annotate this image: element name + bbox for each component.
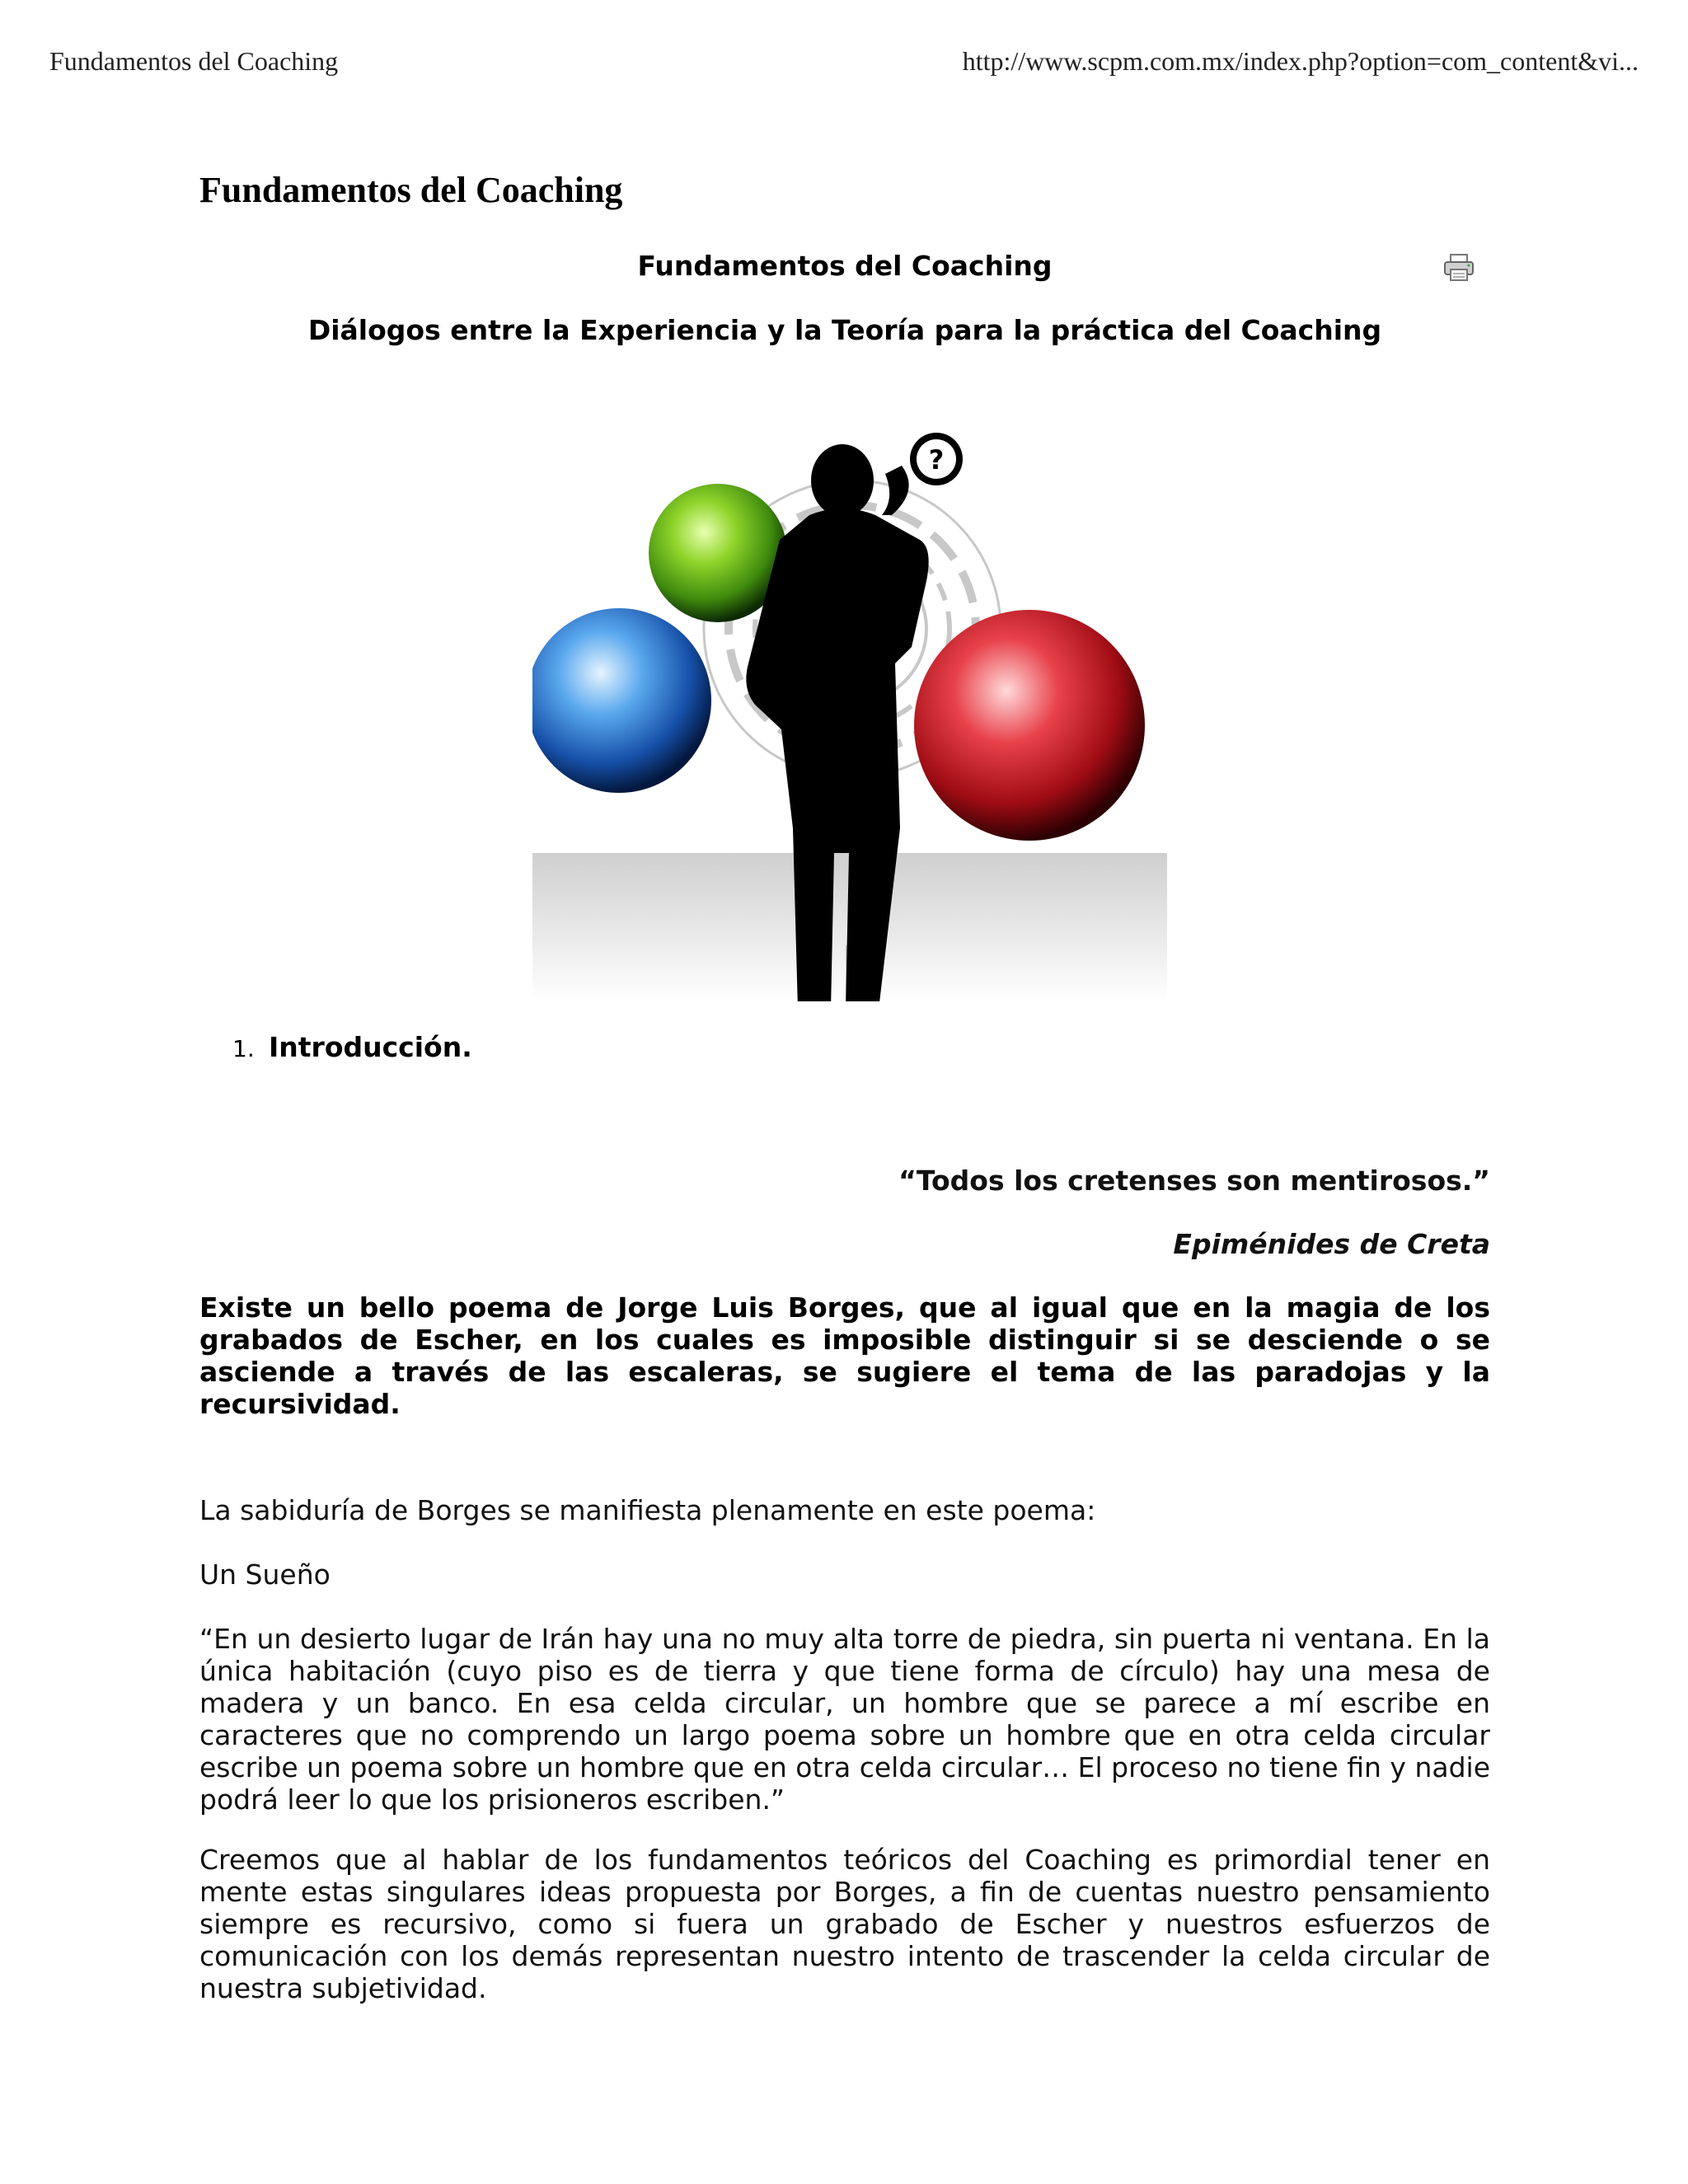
article-title: Fundamentos del Coaching (199, 170, 623, 210)
section-number: 1. (232, 1035, 255, 1062)
epigraph-quote: “Todos los cretenses son mentirosos.” (898, 1165, 1490, 1197)
print-header (49, 46, 1639, 79)
header-page-title: Fundamentos del Coaching (49, 46, 339, 76)
question-mark-icon (910, 433, 963, 485)
epigraph-author: Epiménides de Creta (1173, 1228, 1490, 1260)
red-globe (914, 610, 1145, 841)
coaching-scene (532, 416, 1167, 1001)
blue-globe (532, 608, 711, 793)
article-heading: Fundamentos del Coaching (637, 250, 1053, 282)
section-label: Introducción. (269, 1031, 472, 1063)
poem-title: Un Sueño (199, 1558, 331, 1591)
header-url[interactable]: http://www.scpm.com.mx/index.php?option=com_content&vi... (962, 46, 1639, 76)
borges-paragraph: La sabiduría de Borges se manifiesta plenamente en este poema: (199, 1494, 1096, 1526)
intro-paragraph: Existe un bello poema de Jorge Luis Borges, que al igual que en la magia de los grabados de Escher, en los cuales es imposible distinguir si se desciende o se asciende a través de las escaleras, se sugiere el tema de las paradojas y la recursividad. (199, 1291, 1490, 1420)
article (199, 169, 1490, 2004)
closing-paragraph: Creemos que al hablar de los fundamentos teóricos del Coaching es primordial tener en mente estas singulares ideas propuesta por Borges, a fin de cuentas nuestro pensamiento siempre es recursivo, como si fuera un grabado de Escher y nuestros esfuerzos de comunicación con los demás representan nuestro intento de trascender la celda circular de nuestra subjetividad. (199, 1844, 1490, 2004)
poem-text: “En un desierto lugar de Irán hay una no muy alta torre de piedra, sin puerta ni ventana. En la única habitación (cuyo piso es de tierra y que tiene forma de círculo) hay una mesa de madera y un banco. En esa celda circular, un hombre que se parece a mí escribe en caracteres que no comprendo un largo poema sobre un hombre que en otra celda circular escribe un poema sobre un hombre que en otra celda circular… El proceso no tiene fin y nadie podrá leer lo que los prisioneros escriben.” (199, 1623, 1490, 1816)
article-subheading: Diálogos entre la Experiencia y la Teoría para la práctica del Coaching (307, 314, 1382, 346)
section-intro (232, 1031, 472, 1063)
printer-icon[interactable] (1442, 253, 1475, 283)
svg-text:?: ? (928, 444, 945, 476)
